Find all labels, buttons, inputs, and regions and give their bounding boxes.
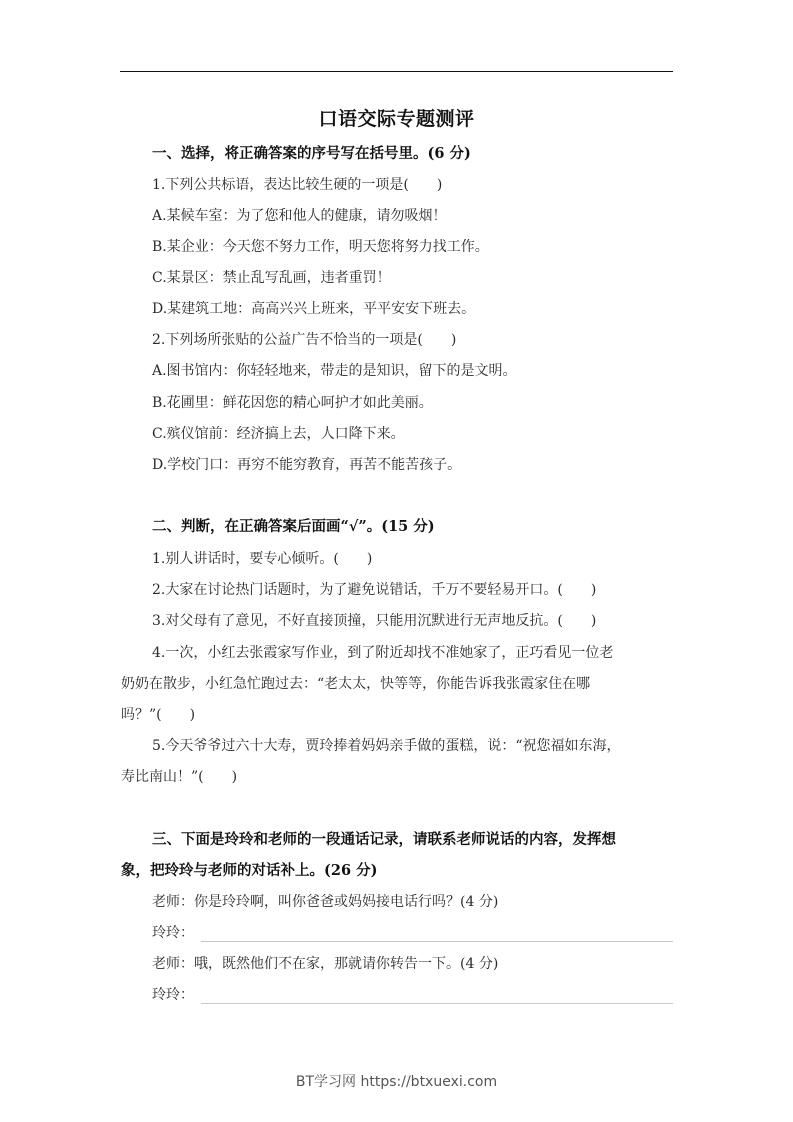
judgment-item-1: 1.别人讲话时，要专心倾听。( ) bbox=[152, 551, 373, 567]
page-title: 口语交际专题测评 bbox=[318, 108, 475, 130]
dialogue-answer-row-1 bbox=[152, 924, 673, 944]
dialogue-teacher-line-2: 老师：哦，既然他们不在家，那就请你转告一下。(4 分) bbox=[152, 956, 499, 972]
judgment-item-4-line2: 奶奶在散步，小红急忙跑过去：“老太太，快等等，你能告诉我张霞家住在哪 bbox=[121, 676, 591, 692]
question-1-option-c: C.某景区：禁止乱写乱画，违者重罚！ bbox=[152, 270, 391, 286]
answer-blank-1[interactable] bbox=[201, 941, 673, 942]
section3-heading-line1: 三、下面是玲玲和老师的一段通话记录，请联系老师说话的内容，发挥想 bbox=[152, 831, 616, 848]
question-2-option-d: D.学校门口：再穷不能穷教育，再苦不能苦孩子。 bbox=[152, 457, 462, 473]
judgment-item-3: 3.对父母有了意见，不好直接顶撞，只能用沉默进行无声地反抗。( ) bbox=[152, 613, 597, 629]
judgment-item-4-line1: 4.一次，小红去张霞家写作业，到了附近却找不准她家了，正巧看见一位老 bbox=[152, 645, 614, 661]
dialogue-answer-label-1: 玲玲： bbox=[152, 925, 194, 941]
section3-heading-line2: 象，把玲玲与老师的对话补上。(26 分) bbox=[121, 862, 378, 879]
question-2-stem: 2.下列场所张贴的公益广告不恰当的一项是( ) bbox=[152, 332, 457, 348]
question-1-option-a: A.某候车室：为了您和他人的健康，请勿吸烟！ bbox=[152, 208, 447, 224]
judgment-item-4-line3: 吗？”( ) bbox=[121, 707, 196, 723]
question-2-option-a: A.图书馆内：你轻轻地来，带走的是知识，留下的是文明。 bbox=[152, 363, 517, 379]
dialogue-answer-label-2: 玲玲： bbox=[152, 987, 194, 1003]
dialogue-teacher-line-1: 老师：你是玲玲啊，叫你爸爸或妈妈接电话行吗？(4 分) bbox=[152, 894, 499, 910]
judgment-item-5-line1: 5.今天爷爷过六十大寿，贾玲捧着妈妈亲手做的蛋糕，说：“祝您福如东海， bbox=[152, 738, 621, 754]
dialogue-answer-row-2 bbox=[152, 986, 673, 1006]
question-1-stem: 1.下列公共标语，表达比较生硬的一项是( ) bbox=[152, 177, 443, 193]
footer-watermark: BT学习网 https://btxuexi.com bbox=[295, 1074, 498, 1090]
answer-blank-2[interactable] bbox=[201, 1003, 673, 1004]
question-1-option-b: B.某企业：今天您不努力工作，明天您将努力找工作。 bbox=[152, 239, 489, 255]
question-2-option-b: B.花圃里：鲜花因您的精心呵护才如此美丽。 bbox=[152, 395, 433, 411]
question-2-option-c: C.殡仪馆前：经济搞上去，人口降下来。 bbox=[152, 426, 405, 442]
header-rule bbox=[120, 71, 673, 72]
question-1-option-d: D.某建筑工地：高高兴兴上班来，平平安安下班去。 bbox=[152, 301, 476, 317]
judgment-item-2: 2.大家在讨论热门话题时，为了避免说错话，千万不要轻易开口。( ) bbox=[152, 582, 597, 598]
judgment-item-5-line2: 寿比南山！”( ) bbox=[121, 769, 238, 785]
section2-heading: 二、判断，在正确答案后面画“√”。(15 分) bbox=[152, 518, 435, 535]
section1-heading: 一、选择，将正确答案的序号写在括号里。(6 分) bbox=[152, 145, 471, 162]
